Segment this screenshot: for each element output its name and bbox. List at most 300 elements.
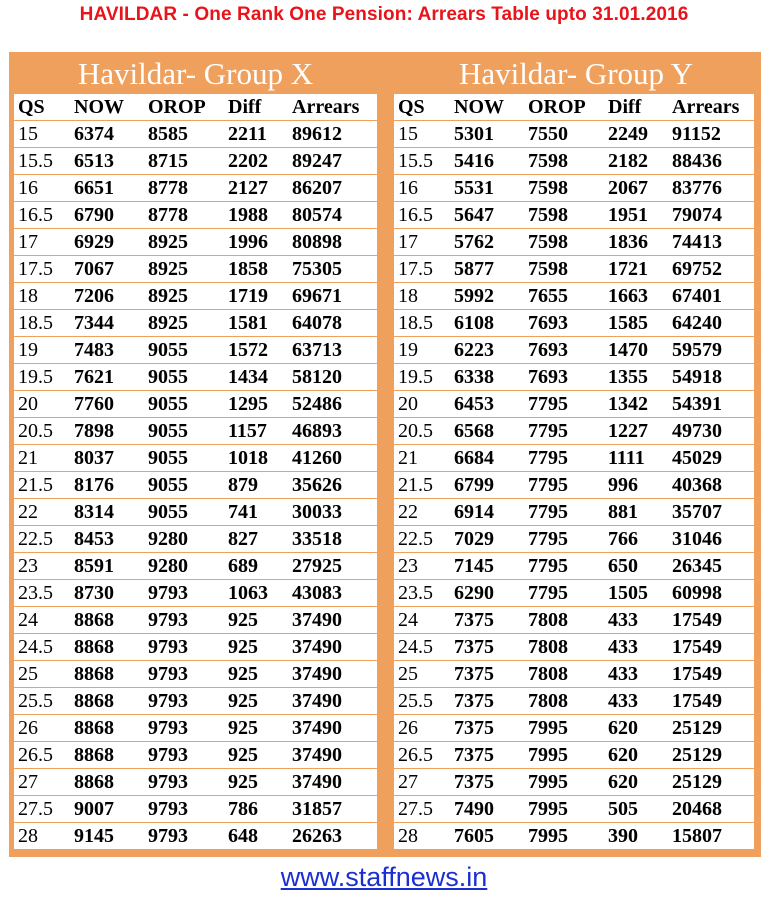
footer	[0, 862, 768, 893]
cell-arrears: 37490	[288, 742, 377, 769]
cell-diff: 786	[224, 796, 288, 823]
table-row	[394, 553, 754, 580]
cell-qs: 19	[394, 337, 450, 364]
group-y-heading: Havildar- Group Y	[458, 56, 694, 91]
cell-arrears: 63713	[288, 337, 377, 364]
table-row	[394, 796, 754, 823]
cell-now: 6651	[70, 175, 144, 202]
cell-diff: 1018	[224, 445, 288, 472]
cell-qs: 21	[394, 445, 450, 472]
table-row	[14, 364, 377, 391]
cell-now: 7898	[70, 418, 144, 445]
cell-now: 7375	[450, 742, 524, 769]
cell-now: 7483	[70, 337, 144, 364]
table-row	[394, 391, 754, 418]
cell-arrears: 52486	[288, 391, 377, 418]
group-x-table	[14, 94, 377, 849]
cell-qs: 23.5	[14, 580, 70, 607]
cell-diff: 2182	[604, 148, 668, 175]
cell-orop: 9055	[144, 499, 224, 526]
cell-qs: 28	[398, 824, 418, 847]
table-row	[394, 823, 754, 850]
cell-now: 6374	[70, 121, 144, 148]
cell-qs: 17.5	[14, 256, 70, 283]
cell-qs: 17	[394, 229, 450, 256]
site-link[interactable]: www.staffnews.in	[280, 862, 488, 892]
cell-orop: 9055	[144, 472, 224, 499]
cell-arrears: 27925	[288, 553, 377, 580]
table-row	[394, 715, 754, 742]
cell-arrears: 75305	[288, 256, 377, 283]
cell-now: 6929	[70, 229, 144, 256]
table-row	[394, 148, 754, 175]
cell-now: 5647	[450, 202, 524, 229]
table-row	[14, 769, 377, 796]
cell-diff: 433	[604, 688, 668, 715]
cell-diff: 1585	[604, 310, 668, 337]
cell-diff: 925	[224, 688, 288, 715]
column-header-orop: OROP	[144, 94, 224, 121]
cell-diff: 2202	[224, 148, 288, 175]
cell-diff: 925	[224, 661, 288, 688]
cell-diff: 1434	[224, 364, 288, 391]
cell-qs: 18.5	[14, 310, 70, 337]
cell-orop: 7795	[524, 391, 604, 418]
cell-arrears: 58120	[288, 364, 377, 391]
cell-qs: 22.5	[394, 526, 450, 553]
cell-now: 7375	[450, 769, 524, 796]
cell-qs: 23.5	[394, 580, 450, 607]
cell-qs: 22.5	[14, 526, 70, 553]
cell-orop: 7795	[524, 526, 604, 553]
cell-orop: 7598	[524, 202, 604, 229]
cell-orop: 7598	[524, 148, 604, 175]
cell-now: 8868	[70, 769, 144, 796]
cell-diff: 2127	[224, 175, 288, 202]
cell-arrears: 17549	[668, 607, 754, 634]
table-row	[14, 634, 377, 661]
cell-now: 8314	[70, 499, 144, 526]
cell-now: 9145	[74, 824, 114, 847]
cell-qs: 20.5	[14, 418, 70, 445]
cell-diff: 1581	[224, 310, 288, 337]
cell-diff: 879	[224, 472, 288, 499]
cell-now: 6108	[450, 310, 524, 337]
cell-arrears: 49730	[668, 418, 754, 445]
table-row	[394, 445, 754, 472]
cell-now: 7490	[450, 796, 524, 823]
cell-now: 5301	[450, 121, 524, 148]
cell-orop: 7995	[524, 715, 604, 742]
cell-orop: 9793	[144, 607, 224, 634]
cell-arrears: 30033	[288, 499, 377, 526]
cell-orop: 9793	[144, 661, 224, 688]
cell-arrears: 91152	[668, 121, 754, 148]
cell-diff: 1836	[604, 229, 668, 256]
cell-orop: 7808	[524, 661, 604, 688]
cell-orop: 7693	[524, 310, 604, 337]
table-row	[14, 418, 377, 445]
cell-orop: 7808	[524, 688, 604, 715]
cell-arrears: 40368	[668, 472, 754, 499]
table-row	[394, 229, 754, 256]
cell-now: 7206	[70, 283, 144, 310]
cell-diff: 433	[604, 634, 668, 661]
table-row	[394, 607, 754, 634]
cell-qs: 27.5	[394, 796, 450, 823]
cell-qs: 19.5	[394, 364, 450, 391]
column-header-orop: OROP	[524, 94, 604, 121]
cell-diff: 925	[224, 715, 288, 742]
cell-qs: 23	[14, 553, 70, 580]
table-row	[394, 769, 754, 796]
cell-qs: 25	[14, 661, 70, 688]
table-row	[14, 391, 377, 418]
cell-orop: 9055	[144, 364, 224, 391]
table-row	[394, 472, 754, 499]
column-header-arrears: Arrears	[288, 94, 377, 121]
cell-now: 6453	[450, 391, 524, 418]
cell-diff: 1663	[604, 283, 668, 310]
cell-arrears: 35707	[668, 499, 754, 526]
table-row	[394, 580, 754, 607]
cell-diff: 996	[604, 472, 668, 499]
cell-qs: 24.5	[394, 634, 450, 661]
group-y-body	[394, 121, 754, 850]
cell-orop: 7795	[524, 580, 604, 607]
group-y-panel	[391, 52, 761, 857]
cell-diff: 620	[604, 769, 668, 796]
cell-now: 5877	[450, 256, 524, 283]
cell-orop: 7795	[524, 499, 604, 526]
cell-now: 7375	[450, 661, 524, 688]
table-row	[394, 202, 754, 229]
cell-qs: 18.5	[394, 310, 450, 337]
cell-now: 7067	[70, 256, 144, 283]
table-row	[14, 742, 377, 769]
cell-diff: 2067	[604, 175, 668, 202]
cell-arrears: 37490	[288, 607, 377, 634]
cell-qs: 23	[394, 553, 450, 580]
cell-now: 8868	[70, 634, 144, 661]
cell-now: 6338	[450, 364, 524, 391]
cell-now: 8037	[70, 445, 144, 472]
table-row	[14, 310, 377, 337]
cell-qs: 27	[14, 769, 70, 796]
cell-arrears: 80898	[288, 229, 377, 256]
cell-orop: 8715	[144, 148, 224, 175]
cell-qs: 18	[14, 283, 70, 310]
cell-qs: 19.5	[14, 364, 70, 391]
table-row	[394, 310, 754, 337]
cell-now: 6684	[450, 445, 524, 472]
cell-now: 6223	[450, 337, 524, 364]
cell-arrears: 69752	[668, 256, 754, 283]
table-row	[394, 175, 754, 202]
cell-orop: 7995	[524, 769, 604, 796]
cell-now: 8591	[70, 553, 144, 580]
cell-arrears: 17549	[668, 661, 754, 688]
table-row	[14, 796, 377, 823]
cell-orop: 9280	[144, 553, 224, 580]
table-row	[394, 742, 754, 769]
table-row	[14, 526, 377, 553]
cell-diff: 1719	[224, 283, 288, 310]
column-header-qs: QS	[14, 94, 70, 121]
cell-orop: 7795	[524, 553, 604, 580]
cell-now: 5531	[450, 175, 524, 202]
cell-diff: 1227	[604, 418, 668, 445]
cell-diff: 650	[604, 553, 668, 580]
cell-diff: 1470	[604, 337, 668, 364]
cell-diff: 1858	[224, 256, 288, 283]
cell-now: 7375	[450, 634, 524, 661]
table-row	[14, 337, 377, 364]
cell-now: 7760	[70, 391, 144, 418]
cell-qs: 26	[394, 715, 450, 742]
cell-now: 7375	[450, 607, 524, 634]
cell-arrears: 20468	[668, 796, 754, 823]
cell-qs: 24	[14, 607, 70, 634]
cell-qs: 25	[394, 661, 450, 688]
cell-diff: 1721	[604, 256, 668, 283]
cell-orop: 9793	[144, 796, 224, 823]
cell-diff: 433	[604, 661, 668, 688]
table-row	[14, 202, 377, 229]
table-row	[14, 607, 377, 634]
cell-now: 6290	[450, 580, 524, 607]
group-x-heading: Havildar- Group X	[77, 56, 314, 91]
cell-now: 6799	[450, 472, 524, 499]
table-row	[14, 823, 377, 850]
table-row	[14, 688, 377, 715]
cell-now: 5762	[450, 229, 524, 256]
cell-qs: 21.5	[14, 472, 70, 499]
cell-qs: 21	[14, 445, 70, 472]
cell-orop: 9280	[144, 526, 224, 553]
cell-diff: 1355	[604, 364, 668, 391]
table-row	[14, 553, 377, 580]
cell-qs: 27	[394, 769, 450, 796]
cell-orop: 9793	[144, 742, 224, 769]
cell-qs: 28	[18, 824, 38, 847]
cell-orop: 7795	[524, 445, 604, 472]
cell-arrears: 64078	[288, 310, 377, 337]
cell-orop: 8925	[144, 310, 224, 337]
cell-now: 6790	[70, 202, 144, 229]
group-y-table	[394, 94, 754, 849]
cell-now: 8868	[70, 688, 144, 715]
table-row	[394, 283, 754, 310]
cell-qs: 16.5	[394, 202, 450, 229]
cell-arrears: 26345	[668, 553, 754, 580]
cell-qs: 20	[394, 391, 450, 418]
column-header-diff: Diff	[224, 94, 288, 121]
cell-orop: 7808	[524, 607, 604, 634]
cell-diff: 1951	[604, 202, 668, 229]
cell-orop: 8925	[144, 256, 224, 283]
column-header-diff: Diff	[604, 94, 668, 121]
cell-diff: 2211	[224, 121, 288, 148]
cell-qs: 27.5	[14, 796, 70, 823]
cell-diff: 827	[224, 526, 288, 553]
cell-arrears: 33518	[288, 526, 377, 553]
cell-diff: 648	[228, 824, 258, 847]
cell-diff: 689	[224, 553, 288, 580]
cell-arrears: 60998	[668, 580, 754, 607]
cell-arrears: 45029	[668, 445, 754, 472]
cell-qs: 20.5	[394, 418, 450, 445]
cell-arrears: 37490	[288, 661, 377, 688]
table-row	[14, 256, 377, 283]
cell-orop: 7598	[524, 256, 604, 283]
cell-qs: 15	[394, 121, 450, 148]
cell-arrears: 25129	[668, 715, 754, 742]
cell-now: 9007	[70, 796, 144, 823]
cell-orop: 8778	[144, 202, 224, 229]
column-header-arrears: Arrears	[668, 94, 754, 121]
cell-orop: 7655	[524, 283, 604, 310]
table-row	[14, 580, 377, 607]
cell-now: 6513	[70, 148, 144, 175]
cell-orop: 7808	[524, 634, 604, 661]
cell-orop: 9793	[144, 769, 224, 796]
cell-orop: 8925	[144, 283, 224, 310]
cell-arrears: 67401	[668, 283, 754, 310]
cell-arrears: 88436	[668, 148, 754, 175]
cell-qs: 24.5	[14, 634, 70, 661]
cell-diff: 2249	[604, 121, 668, 148]
group-x-panel	[9, 52, 382, 857]
table-row	[394, 526, 754, 553]
cell-orop: 9793	[144, 634, 224, 661]
table-row	[14, 661, 377, 688]
cell-orop: 7693	[524, 337, 604, 364]
cell-arrears: 80574	[288, 202, 377, 229]
cell-qs: 25.5	[394, 688, 450, 715]
cell-qs: 24	[394, 607, 450, 634]
cell-now: 7375	[450, 688, 524, 715]
cell-orop: 9793	[148, 824, 188, 847]
cell-qs: 22	[14, 499, 70, 526]
cell-orop: 8778	[144, 175, 224, 202]
cell-arrears: 17549	[668, 634, 754, 661]
table-row	[14, 472, 377, 499]
cell-qs: 26.5	[14, 742, 70, 769]
cell-now: 5416	[450, 148, 524, 175]
table-row	[14, 121, 377, 148]
arrears-tables	[9, 52, 761, 857]
table-row	[394, 499, 754, 526]
cell-arrears: 83776	[668, 175, 754, 202]
cell-arrears: 37490	[288, 688, 377, 715]
table-row	[14, 175, 377, 202]
table-row	[14, 445, 377, 472]
cell-arrears: 15807	[672, 824, 722, 847]
cell-arrears: 64240	[668, 310, 754, 337]
cell-arrears: 74413	[668, 229, 754, 256]
cell-diff: 1505	[604, 580, 668, 607]
cell-arrears: 37490	[288, 769, 377, 796]
cell-orop: 9055	[144, 391, 224, 418]
cell-arrears: 46893	[288, 418, 377, 445]
column-header-now: NOW	[70, 94, 144, 121]
cell-diff: 1342	[604, 391, 668, 418]
cell-now: 7029	[450, 526, 524, 553]
cell-orop: 7598	[524, 229, 604, 256]
cell-orop: 7693	[524, 364, 604, 391]
table-row	[394, 256, 754, 283]
table-row	[394, 364, 754, 391]
cell-arrears: 59579	[668, 337, 754, 364]
cell-now: 7605	[454, 824, 494, 847]
group-x-header-row	[14, 94, 377, 121]
cell-arrears: 69671	[288, 283, 377, 310]
cell-now: 8730	[70, 580, 144, 607]
table-row	[14, 148, 377, 175]
cell-now: 8868	[70, 742, 144, 769]
cell-now: 7145	[450, 553, 524, 580]
cell-arrears: 25129	[668, 742, 754, 769]
cell-diff: 1157	[224, 418, 288, 445]
cell-arrears: 86207	[288, 175, 377, 202]
cell-orop: 9793	[144, 580, 224, 607]
cell-arrears: 41260	[288, 445, 377, 472]
cell-qs: 17.5	[394, 256, 450, 283]
cell-now: 8868	[70, 607, 144, 634]
cell-arrears: 35626	[288, 472, 377, 499]
cell-qs: 15	[14, 121, 70, 148]
cell-diff: 620	[604, 715, 668, 742]
cell-orop: 9055	[144, 337, 224, 364]
cell-qs: 16.5	[14, 202, 70, 229]
cell-now: 7344	[70, 310, 144, 337]
cell-diff: 925	[224, 634, 288, 661]
cell-now: 8453	[70, 526, 144, 553]
table-row	[394, 418, 754, 445]
cell-orop: 7550	[524, 121, 604, 148]
cell-qs: 22	[394, 499, 450, 526]
cell-diff: 390	[608, 824, 638, 847]
cell-arrears: 54391	[668, 391, 754, 418]
cell-qs: 26	[14, 715, 70, 742]
cell-arrears: 17549	[668, 688, 754, 715]
cell-orop: 7795	[524, 472, 604, 499]
cell-diff: 505	[604, 796, 668, 823]
cell-orop: 9055	[144, 445, 224, 472]
cell-diff: 433	[604, 607, 668, 634]
cell-arrears: 37490	[288, 634, 377, 661]
cell-qs: 25.5	[14, 688, 70, 715]
cell-orop: 7598	[524, 175, 604, 202]
group-y-header-row	[394, 94, 754, 121]
cell-orop: 7995	[524, 796, 604, 823]
cell-qs: 15.5	[14, 148, 70, 175]
cell-arrears: 25129	[668, 769, 754, 796]
cell-arrears: 89612	[288, 121, 377, 148]
cell-arrears: 79074	[668, 202, 754, 229]
cell-orop: 9055	[144, 418, 224, 445]
cell-arrears: 31857	[288, 796, 377, 823]
cell-diff: 925	[224, 607, 288, 634]
cell-arrears: 54918	[668, 364, 754, 391]
cell-qs: 15.5	[394, 148, 450, 175]
cell-diff: 1572	[224, 337, 288, 364]
cell-qs: 19	[14, 337, 70, 364]
cell-diff: 1063	[224, 580, 288, 607]
cell-now: 7621	[70, 364, 144, 391]
cell-diff: 620	[604, 742, 668, 769]
